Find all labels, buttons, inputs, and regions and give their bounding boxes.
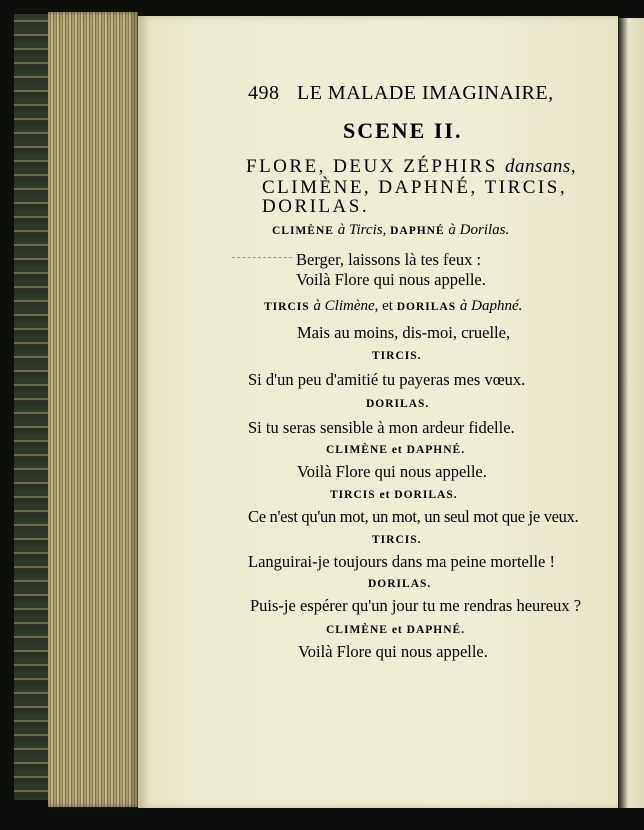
verse-line: Voilà Flore qui nous appelle.	[298, 642, 488, 661]
cast-italic: dansans	[505, 156, 571, 177]
direction: à Dorilas.	[448, 222, 510, 238]
verse-line: Si tu seras sensible à mon ardeur fidelle.	[248, 418, 515, 437]
speaker: TIRCIS	[264, 301, 310, 313]
conjunction: , et	[374, 298, 393, 314]
speaker-name: DORILAS.	[366, 398, 430, 410]
direction: à Daphné.	[459, 298, 523, 314]
speaker: DAPHNÉ	[390, 225, 445, 237]
direction: à Climène	[313, 298, 375, 314]
verse-line: Berger, laissons là tes feux :	[296, 250, 482, 269]
page-number: 498	[248, 82, 280, 104]
speaker: DORILAS	[396, 301, 457, 313]
verse-line: Voilà Flore qui nous appelle.	[297, 462, 487, 481]
scene-title: SCENE II.	[343, 118, 463, 143]
cast-line-3: DORILAS.	[262, 196, 370, 217]
page-edges	[48, 12, 138, 807]
stage-direction-2	[264, 298, 522, 315]
verse-line: Si d'un peu d'amitié tu payeras mes vœux.	[248, 370, 526, 389]
speaker-name: TIRCIS.	[372, 534, 422, 546]
speaker-name: CLIMÈNE et DAPHNÉ.	[326, 624, 466, 636]
stage-direction-1: CLIMÈNE à Tircis, DAPHNÉ à Dorilas.	[272, 222, 510, 238]
speaker-name: TIRCIS et DORILAS.	[330, 489, 458, 501]
divider	[232, 257, 292, 258]
book-spine	[14, 14, 50, 800]
cast-line-1	[246, 156, 578, 178]
speaker-name: DORILAS.	[368, 578, 432, 590]
cast-names: FLORE, DEUX ZÉPHIRS	[246, 156, 498, 177]
speaker: CLIMÈNE	[272, 225, 334, 237]
verse-line: Languirai-je toujours dans ma peine mortelle !	[248, 552, 555, 571]
verse-line: Mais au moins, dis-moi, cruelle,	[297, 323, 511, 342]
verse-line: Ce n'est qu'un mot, un mot, un seul mot que je veux.	[248, 507, 579, 526]
cast-punct: ,	[570, 156, 579, 177]
facing-page-edge	[618, 18, 644, 808]
verse-line: Voilà Flore qui nous appelle.	[296, 270, 486, 289]
cast-line-2: CLIMÈNE, DAPHNÉ, TIRCIS,	[262, 177, 568, 198]
speaker-name: TIRCIS.	[372, 350, 422, 362]
direction: à Tircis	[337, 222, 383, 238]
verse-line: Puis-je espérer qu'un jour tu me rendras heureux ?	[250, 596, 582, 615]
running-title: LE MALADE IMAGINAIRE,	[297, 82, 554, 104]
running-head	[248, 82, 554, 105]
speaker-name: CLIMÈNE et DAPHNÉ.	[326, 444, 466, 456]
